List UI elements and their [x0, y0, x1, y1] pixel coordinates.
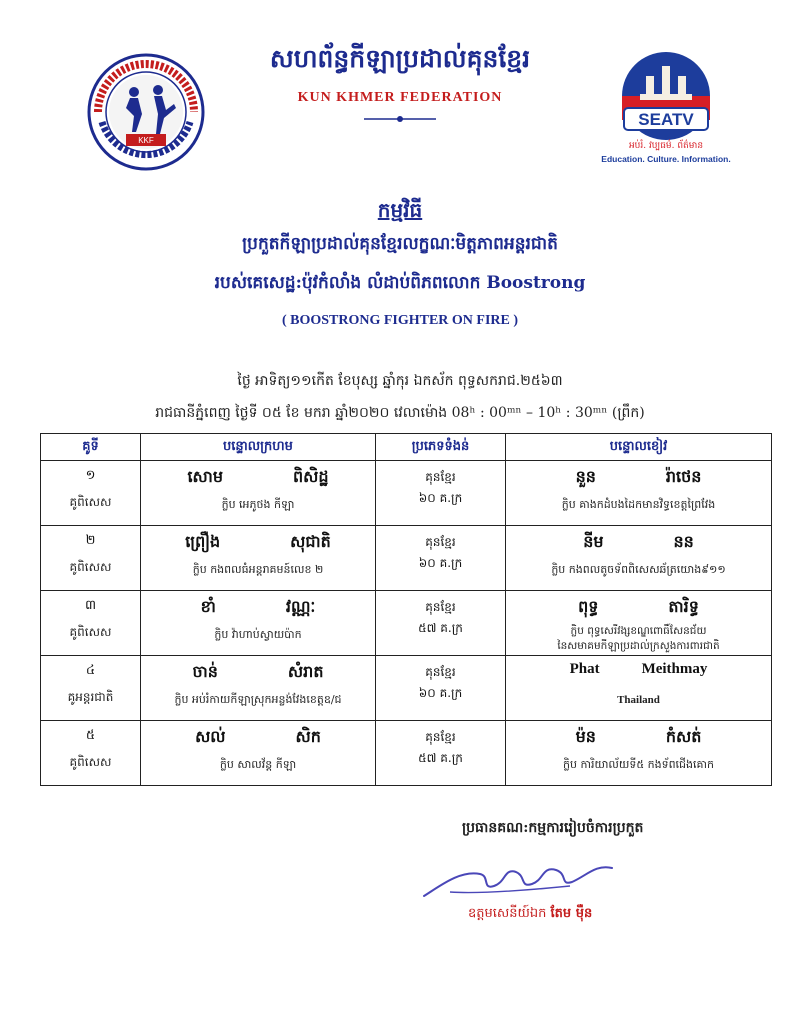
weight-type: គុនខ្មែរ: [425, 730, 456, 744]
red-club: ក្លិប សាលវ័ន្ត កីឡា: [219, 758, 297, 771]
federation-title-en: KUN KHMER FEDERATION: [297, 90, 503, 105]
red-club: ក្លិប វ៉ាហាប់ស្វាយប៉ាក: [214, 628, 302, 641]
seatv-logo: [596, 46, 736, 170]
red-first-name: សោម: [187, 467, 223, 486]
bout-category: គូពិសេស: [69, 625, 112, 639]
date-line-1: ថ្ងៃ អាទិត្យ១១កើត ខែបុស្ស ឆ្នាំកុរ ឯកស័ក ពុទ្ធសករាជ.២៥៦៣: [237, 373, 563, 389]
event-line-2: របស់គេសេដ្ឋ:ប៉ុវកំលាំង លំដាប់ពិភពលោក Boostrong: [214, 273, 586, 293]
signatory-rank: ឧត្តមសេនីយ៍ឯក: [468, 906, 547, 921]
bout-number: ៣: [84, 598, 97, 613]
table-row: [41, 656, 772, 721]
red-last-name: សិក: [295, 727, 321, 746]
blue-club-line-2: នៃសមាគមកីឡាប្រដាល់ក្រសួងការពារជាតិ: [557, 640, 720, 652]
blue-first-name: នីម: [583, 532, 604, 551]
bout-number: ២: [85, 533, 96, 548]
bout-category: គូពិសេស: [69, 495, 112, 509]
weight-type: គុនខ្មែរ: [425, 470, 456, 484]
red-club: ក្លិប កងពលធំអន្តរាគមន៍លេខ ២: [192, 563, 324, 576]
red-first-name: ចាន់: [192, 662, 218, 681]
signatory-name: តែម ម៉ឺន: [550, 906, 593, 921]
bout-table: [40, 433, 772, 786]
bout-number: ១: [85, 468, 96, 483]
red-last-name: សុជាតិ: [290, 532, 331, 551]
table-header-row: [41, 434, 772, 461]
table-row: [41, 721, 772, 786]
signatory-name-line: [468, 905, 592, 924]
seatv-slogan-km: អប់រំ.​ វប្បធម៌. ព័ត៌មាន: [628, 141, 704, 151]
handwritten-signature: [420, 856, 620, 900]
blue-country: Thailand: [617, 694, 660, 706]
bout-category: គូពិសេស: [69, 560, 112, 574]
bout-number: ៥: [85, 728, 96, 743]
header-weight-class: ប្រភេទទំងន់: [376, 434, 506, 461]
weight-value: ៦០ គ.ក្រ: [418, 556, 463, 570]
header-red-corner: បន្ទោលក្រហម: [141, 434, 376, 461]
table-row: [41, 461, 772, 526]
weight-type: គុនខ្មែរ: [425, 665, 456, 679]
blue-last-name: តារិទ្ធ: [668, 597, 699, 616]
red-first-name: សល់: [195, 727, 226, 746]
red-club: ក្លិប អេភូថង កីឡា: [221, 498, 295, 511]
red-last-name: ពិសិដ្ឋ: [293, 467, 329, 486]
weight-value: ៦០ គ.ក្រ: [418, 491, 463, 505]
weight-value: ៥៧ គ.ក្រ: [418, 751, 463, 765]
kkf-initials: KKF: [138, 136, 154, 145]
date-line-2: រាជធានីភ្នំពេញ ថ្ងៃទី ០៥ ខែ មករា ឆ្នាំ២០២០ វេលាម៉ោង 08ʰ : 00ᵐⁿ – 10ʰ : 30ᵐⁿ (ព្រឹក): [155, 405, 645, 421]
blue-last-name: នន: [673, 532, 694, 551]
red-first-name: ព្រឿង: [185, 532, 221, 551]
kkf-logo: [86, 52, 206, 172]
ornament-divider: [360, 114, 440, 124]
signatory-title: ប្រធានគណ:កម្មការរៀបចំការប្រកួត: [462, 820, 644, 836]
blue-club: ក្លិប គាងកដំបងដៃកមានវិទ្ធខេត្តព្រៃវែង: [561, 498, 716, 511]
header-bout-no: គូទី: [41, 434, 141, 461]
event-line-3: ( BOOSTRONG FIGHTER ON FIRE ): [281, 313, 519, 328]
bout-category: គូអន្តរជាតិ: [67, 690, 114, 704]
event-line-1: ប្រកួតកីឡាប្រដាល់គុនខ្មែរលក្ខណៈមិត្តភាពអន្តរជាតិ: [242, 234, 558, 254]
table-row: [41, 526, 772, 591]
program-title: កម្មវិធី: [377, 198, 423, 222]
weight-value: ៦០ គ.ក្រ: [418, 686, 463, 700]
blue-last-name: រ៉ាថេន: [665, 467, 702, 486]
weight-type: គុនខ្មែរ: [425, 535, 456, 549]
blue-first-name: ម៉ន: [575, 727, 596, 746]
seatv-slogan-en: Education. Culture. Information.: [601, 154, 731, 164]
blue-last-name: Meithmay: [641, 661, 708, 677]
blue-first-name: នួន: [575, 467, 596, 486]
table-row: [41, 591, 772, 656]
red-last-name: សំរាត: [287, 662, 324, 681]
weight-type: គុនខ្មែរ: [425, 600, 456, 614]
blue-first-name: ពុទ្ធ: [578, 597, 599, 616]
weight-value: ៥៧ គ.ក្រ: [418, 621, 463, 635]
bout-number: ៤: [85, 663, 96, 678]
blue-club: ក្លិប ពុទ្ធសេរីវង្សខណ្ឌពោធិ៍សែនជ័យ: [570, 625, 707, 637]
blue-club: ក្លិប ការិយាល័យទី៥ កងទ័ពជើងគោក: [563, 758, 714, 771]
header-blue-corner: បន្ទោលខៀវ: [506, 434, 772, 461]
federation-title-km: សហព័ន្ធកីឡាប្រដាល់គុនខ្មែរ: [269, 44, 531, 73]
blue-club: ក្លិប កងពលតូចទ័ពពិសេសឆ័ត្រយោង៩១១: [551, 563, 726, 576]
red-first-name: ខាំ: [200, 597, 216, 616]
red-club: ក្លិប អប់រំកាយកីឡាស្រុកអន្លង់វែងខេត្តឧ/ជ: [174, 693, 342, 706]
blue-last-name: កំសត់: [665, 727, 702, 746]
blue-first-name: Phat: [569, 661, 600, 677]
bout-category: គូពិសេស: [69, 755, 112, 769]
seatv-brand: SEATV: [638, 110, 694, 129]
red-last-name: វណ្ណៈ: [285, 597, 316, 616]
